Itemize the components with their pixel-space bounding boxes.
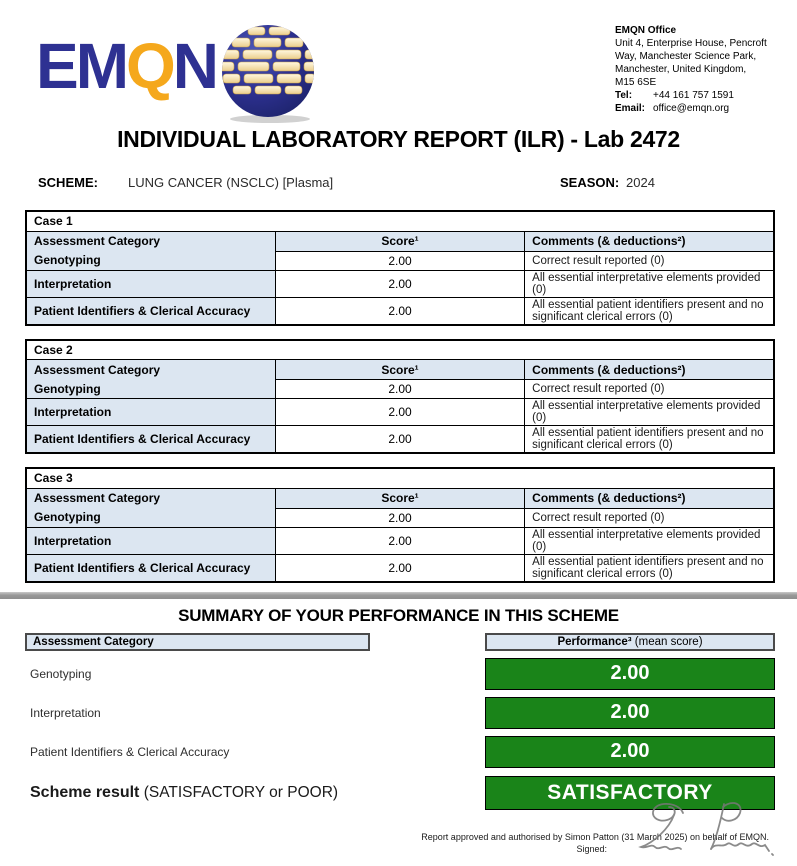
case-2-row-3-comment: All essential patient identifiers present and no significant clerical errors (0)	[525, 426, 774, 454]
score-box-interpretation: 2.00	[485, 697, 775, 729]
case-3-header-comments: Comments (& deductions²)	[525, 488, 774, 508]
summary-label-patient-identifiers: Patient Identifiers & Clerical Accuracy	[30, 744, 230, 759]
case-3-row-2-comment: All essential interpretative elements provided (0)	[525, 527, 774, 554]
logo-letters-em: EM	[36, 30, 126, 102]
table-row	[26, 297, 774, 325]
case-1-row-3-comment: All essential patient identifiers present and no significant clerical errors (0)	[525, 297, 774, 325]
case-1-row-1-comment: Correct result reported (0)	[525, 251, 774, 270]
case-3-row-1-category: Genotyping	[26, 508, 275, 527]
table-row	[26, 399, 774, 426]
case-3-title: Case 3	[26, 468, 774, 488]
case-3-row-2-score: 2.00	[275, 527, 524, 554]
scheme-result-label-bold: Scheme result	[30, 783, 140, 801]
table-row	[26, 527, 774, 554]
case-2-header-category: Assessment Category	[26, 360, 275, 380]
summary-label-genotyping: Genotyping	[30, 666, 92, 681]
case-1-row-1-category: Genotyping	[26, 251, 275, 270]
signature-icon	[627, 799, 777, 861]
case-1-table	[25, 210, 775, 326]
table-row	[26, 380, 774, 399]
emqn-logo	[36, 20, 320, 122]
logo-letter-n: N	[172, 30, 216, 102]
case-3-row-1-score: 2.00	[275, 508, 524, 527]
report-title: INDIVIDUAL LABORATORY REPORT (ILR) - Lab 2472	[117, 126, 680, 152]
summary-row-patient-identifiers	[0, 736, 797, 768]
case-3-row-1-comment: Correct result reported (0)	[525, 508, 774, 527]
case-2-table	[25, 339, 775, 455]
scheme-result-label-sub: (SATISFACTORY or POOR)	[139, 783, 339, 801]
table-row	[26, 251, 774, 270]
season-value: 2024	[626, 175, 655, 190]
case-3-header-category: Assessment Category	[26, 488, 275, 508]
summary-category-header: Assessment Category	[25, 633, 370, 651]
case-1-row-2-category: Interpretation	[26, 270, 275, 297]
summary-row-genotyping	[0, 658, 797, 690]
table-row	[26, 426, 774, 454]
case-2-row-1-category: Genotyping	[26, 380, 275, 399]
case-1-title: Case 1	[26, 211, 774, 231]
case-3-header-score: Score¹	[275, 488, 524, 508]
case-1-row-3-category: Patient Identifiers & Clerical Accuracy	[26, 297, 275, 325]
case-1-row-3-score: 2.00	[275, 297, 524, 325]
page-header	[0, 0, 797, 122]
case-1-header-score: Score¹	[275, 231, 524, 251]
signed-label: Signed:	[576, 843, 607, 854]
tel-value: +44 161 757 1591	[653, 90, 734, 101]
scheme-result-value-box: SATISFACTORY	[485, 776, 775, 810]
case-2-row-1-comment: Correct result reported (0)	[525, 380, 774, 399]
scheme-result-label	[30, 784, 450, 802]
signature	[627, 799, 777, 861]
case-3-row-3-category: Patient Identifiers & Clerical Accuracy	[26, 554, 275, 582]
table-row	[26, 554, 774, 582]
performance-header-bold: Performance³	[557, 635, 632, 648]
case-2-header-comments: Comments (& deductions²)	[525, 360, 774, 380]
scheme-label: SCHEME:	[38, 175, 98, 190]
score-box-genotyping: 2.00	[485, 658, 775, 690]
case-3-table	[25, 467, 775, 583]
case-1-row-2-comment: All essential interpretative elements provided (0)	[525, 270, 774, 297]
summary-label-interpretation: Interpretation	[30, 705, 101, 720]
summary-row-interpretation	[0, 697, 797, 729]
office-title: EMQN Office	[615, 25, 677, 36]
case-1-header-comments: Comments (& deductions²)	[525, 231, 774, 251]
email-label: Email:	[615, 103, 646, 114]
office-address-line-4: M15 6SE	[615, 77, 657, 88]
scheme-value: LUNG CANCER (NSCLC) [Plasma]	[128, 175, 334, 190]
performance-header-sub: (mean score)	[631, 635, 703, 648]
summary-title: SUMMARY OF YOUR PERFORMANCE IN THIS SCHEME	[178, 605, 619, 625]
case-3-row-3-comment: All essential patient identifiers present and no significant clerical errors (0)	[525, 554, 774, 582]
case-2-row-1-score: 2.00	[275, 380, 524, 399]
case-2-header-score: Score¹	[275, 360, 524, 380]
office-address-block	[615, 20, 787, 122]
score-box-patient-identifiers: 2.00	[485, 736, 775, 768]
approval-text: Report approved and authorised by Simon Patton (31 March 2025) on behalf of EMQN.	[421, 831, 769, 842]
case-1-row-1-score: 2.00	[275, 251, 524, 270]
case-1-row-2-score: 2.00	[275, 270, 524, 297]
logo-letter-q: Q	[126, 30, 173, 102]
summary-performance-header	[485, 633, 775, 651]
emqn-wordmark	[36, 20, 216, 112]
office-tel-row	[615, 89, 787, 102]
case-2-row-2-category: Interpretation	[26, 399, 275, 426]
summary-header-row	[0, 633, 797, 651]
office-email-row	[615, 102, 787, 115]
office-address-line-1: Unit 4, Enterprise House, Pencroft	[615, 38, 767, 49]
globe-icon	[218, 22, 320, 124]
office-address-line-2: Way, Manchester Science Park,	[615, 51, 757, 62]
tel-label: Tel:	[615, 90, 633, 101]
case-3-row-2-category: Interpretation	[26, 527, 275, 554]
case-2-row-2-score: 2.00	[275, 399, 524, 426]
season-label: SEASON:	[560, 175, 620, 190]
table-row	[26, 270, 774, 297]
case-2-title: Case 2	[26, 340, 774, 360]
case-1-header-category: Assessment Category	[26, 231, 275, 251]
email-value: office@emqn.org	[653, 103, 730, 114]
case-2-row-3-score: 2.00	[275, 426, 524, 454]
office-address-line-3: Manchester, United Kingdom,	[615, 64, 747, 75]
section-divider	[0, 592, 797, 599]
scheme-season-row	[0, 175, 797, 197]
case-2-row-3-category: Patient Identifiers & Clerical Accuracy	[26, 426, 275, 454]
table-row	[26, 508, 774, 527]
case-2-row-2-comment: All essential interpretative elements provided (0)	[525, 399, 774, 426]
case-3-row-3-score: 2.00	[275, 554, 524, 582]
